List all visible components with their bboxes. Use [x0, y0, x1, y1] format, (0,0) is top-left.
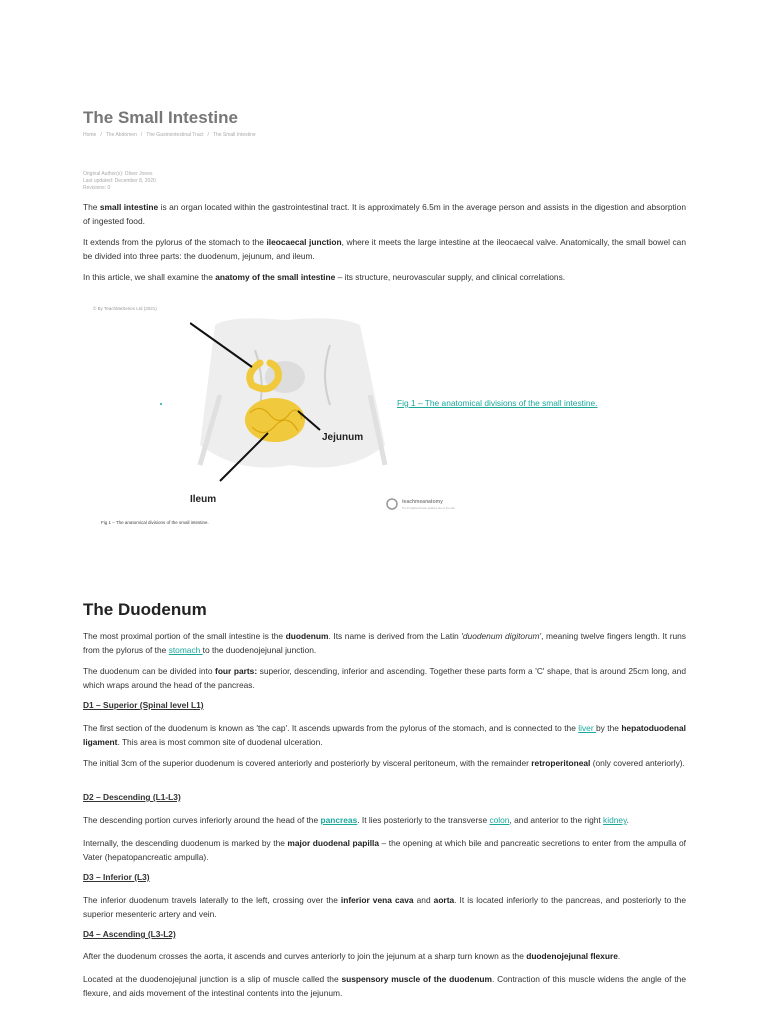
breadcrumb-abdomen[interactable]: The Abdomen — [105, 132, 137, 138]
brand-logo-icon — [387, 499, 397, 509]
d2-paragraph-1: The descending portion curves inferiorly around the head of the pancreas. It lies posteriorly to the transverse colon, and anterior to the right kidney. — [83, 815, 629, 825]
small-intestine-figure — [190, 315, 490, 515]
subheading-d2: D2 – Descending (L1-L3) — [83, 792, 181, 802]
brand-name: teachmeanatomy — [402, 499, 443, 505]
colon-link[interactable]: colon — [489, 815, 510, 825]
d2-paragraph-2: Internally, the descending duodenum is marked by the major duodenal papilla – the opening at which bile and pancreatic secretions to enter from the ampulla of Vater (hepatopancreatic ampulla). — [83, 838, 687, 862]
d1-paragraph-2: The initial 3cm of the superior duodenum is covered anteriorly and posteriorly by visceral peritoneum, with the remainder retroperitoneal (only covered anteriorly). — [83, 758, 685, 768]
intro-paragraph-1: The small intestine is an organ located within the gastrointestinal tract. It is approximately 6.5m in the average person and assists in the digestion and absorption of ingested food. — [83, 202, 686, 226]
intro-paragraph-3: In this article, we shall examine the anatomy of the small intestine – its structure, neurovascular supply, and clinical correlations. — [83, 272, 566, 282]
label-jejunum: Jejunum — [322, 432, 364, 443]
liver-link[interactable]: liver — [578, 723, 597, 733]
subheading-d4: D4 – Ascending (L3-L2) — [83, 929, 176, 939]
duodenum-paragraph-1: The most proximal portion of the small intestine is the duodenum. Its name is derived from the Latin 'duodenum digitorum', meaning twelve fingers length. It runs from the pylorus of the stomach to the duodenojejunal junction. — [83, 631, 686, 655]
d1-paragraph-1: The first section of the duodenum is known as 'the cap'. It ascends upwards from the pylorus of the stomach, and is connected to the liver by the hepatoduodenal ligament. This area is most common site of duodenal ulceration. — [83, 723, 686, 747]
kidney-link[interactable]: kidney — [603, 815, 627, 825]
stomach-link[interactable]: stomach — [168, 645, 203, 655]
torso-shape — [200, 318, 385, 467]
breadcrumb-current: The Small Intestine — [212, 132, 256, 138]
label-ileum: Ileum — [190, 494, 217, 505]
duodenum-paragraph-2: The duodenum can be divided into four parts: superior, descending, inferior and ascending. Together these parts form a 'C' shape, that is around 25cm long, and which wraps around the head of the pancreas. — [83, 666, 686, 690]
d4-paragraph-2: Located at the duodenojejunal junction is a slip of muscle called the suspensory muscle of the duodenum. Contraction of this muscle widens the angle of the flexure, and aids movement of the intestinal contents into the jejunum. — [83, 974, 686, 998]
pancreas-link[interactable]: pancreas — [320, 815, 358, 825]
figure-copyright: © By TeachMeSeries Ltd (2021) — [93, 306, 157, 311]
d4-paragraph-1: After the duodenum crosses the aorta, it ascends and curves anteriorly to join the jejunum at a sharp turn known as the duodenojejunal flexure. — [83, 951, 621, 961]
section-heading-duodenum: The Duodenum — [83, 600, 207, 619]
anatomy-illustration — [190, 315, 490, 515]
meta-author: Original Author(s): Oliver Jones — [83, 171, 153, 177]
meta-updated: Last updated: December 8, 2020 — [83, 178, 156, 184]
subheading-d1: D1 – Superior (Spinal level L1) — [83, 700, 204, 710]
subheading-d3: D3 – Inferior (L3) — [83, 872, 150, 882]
breadcrumb-separator: / — [207, 132, 209, 138]
breadcrumb-separator: / — [100, 132, 102, 138]
intro-paragraph-2: It extends from the pylorus of the stomach to the ileocaecal junction, where it meets the large intestine at the ileocaecal valve. Anatomically, the small bowel can be divided into three parts: the duodenum, jejunum, and ileum. — [83, 237, 686, 261]
meta-revisions: Revisions: 0 — [83, 185, 111, 191]
page-title: The Small Intestine — [83, 108, 238, 127]
bullet-dot — [160, 403, 162, 405]
brand-tagline: The #1 applied human anatomy site on the web. — [402, 507, 456, 510]
breadcrumb-gi-tract[interactable]: The Gastrointestinal Tract — [146, 132, 204, 138]
figure-caption: Fig 1 – The anatomical divisions of the small intestine. — [101, 520, 209, 525]
breadcrumb-home[interactable]: Home — [83, 132, 97, 138]
d3-paragraph-1: The inferior duodenum travels laterally to the left, crossing over the inferior vena cava and aorta. It is located inferiorly to the pancreas, and posteriorly to the superior mesenteric artery and vein. — [83, 895, 686, 919]
breadcrumb — [83, 132, 256, 138]
article-meta — [83, 171, 156, 192]
figure-link[interactable]: Fig 1 – The anatomical divisions of the small intestine. — [397, 398, 598, 408]
breadcrumb-separator: / — [140, 132, 143, 138]
